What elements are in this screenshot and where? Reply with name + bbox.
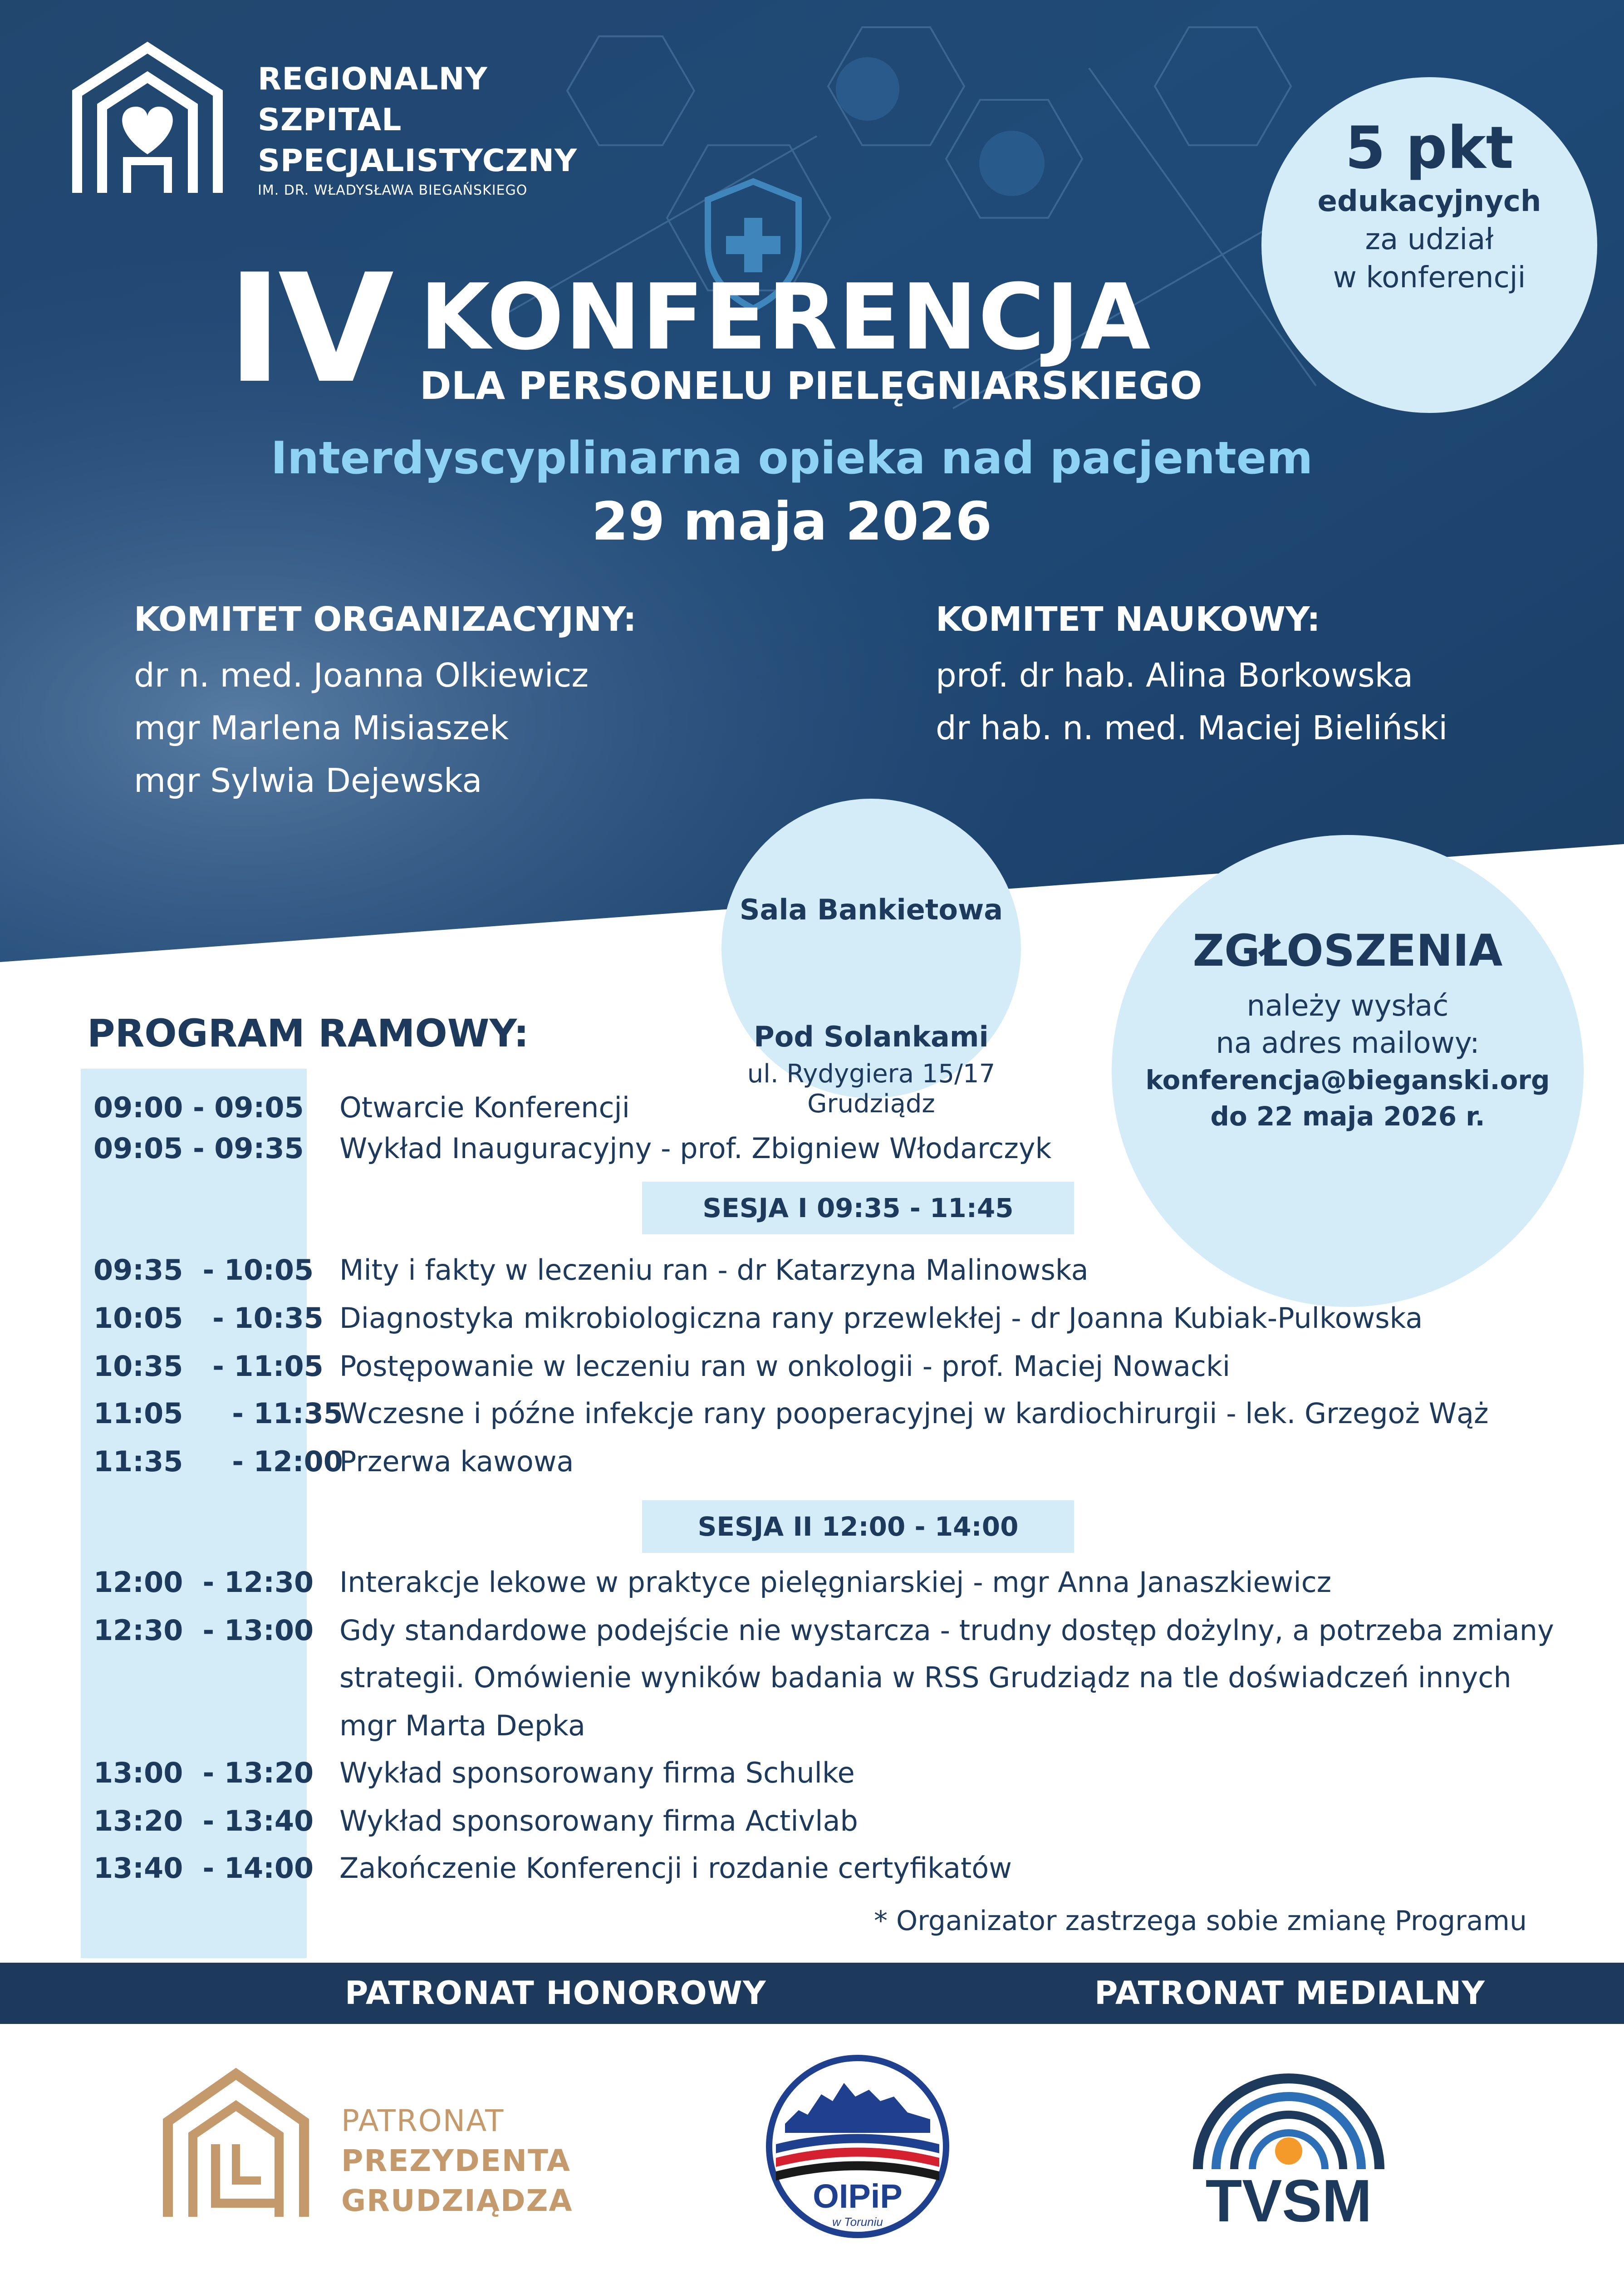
oipip-label: OIPiP: [813, 2177, 903, 2215]
tvsm-label: TVSM: [1205, 2167, 1372, 2233]
president-patronage-icon: [161, 2067, 311, 2221]
tvsm-logo-icon: [1189, 2060, 1388, 2233]
hospital-patron: IM. DR. WŁADYSŁAWA BIEGAŃSKIEGO: [258, 182, 528, 198]
program-note: * Organizator zastrzega sobie zmianę Programu: [873, 1905, 1527, 1937]
committee-member: dr hab. n. med. Maciej Bieliński: [936, 709, 1448, 747]
hospital-logo-icon: [68, 39, 227, 197]
committee-member: dr n. med. Joanna Olkiewicz: [134, 656, 589, 694]
conference-subtitle: DLA PERSONELU PIELĘGNIARSKIEGO: [420, 363, 1202, 408]
oipip-logo-icon: [758, 2051, 957, 2242]
honorary-patronage-label: PATRONAT HONOROWY: [345, 1974, 766, 2012]
points-badge: 5 pkt edukacyjnych za udział w konferencji: [1261, 77, 1597, 413]
conference-date: 29 maja 2026: [591, 491, 992, 552]
venue-badge: Sala Bankietowa Pod Solankami ul. Rydygiera 15/17 Grudziądz: [721, 799, 1021, 1098]
committee-member: mgr Sylwia Dejewska: [134, 761, 482, 800]
president-patronage-text: PATRONAT PREZYDENTA GRUDZIĄDZA: [341, 2103, 573, 2218]
committee-member: mgr Marlena Misiaszek: [134, 709, 509, 747]
registration-badge: ZGŁOSZENIA należy wysłać na adres mailowy: konferencja@bieganski.org do 22 maja 2026 r.: [1112, 835, 1584, 1307]
session-1-label: SESJA I 09:35 - 11:45: [642, 1182, 1074, 1234]
edition-number: IV: [227, 242, 390, 416]
organizing-committee: KOMITET ORGANIZACYJNY: dr n. med. Joanna Olkiewicz mgr Marlena Misiaszek mgr Sylwia Dejewska: [134, 599, 637, 807]
program-heading: PROGRAM RAMOWY:: [87, 1011, 529, 1056]
conference-title: KONFERENCJA: [420, 265, 1152, 370]
registration-deadline: do 22 maja 2026 r.: [1210, 1101, 1485, 1132]
scientific-committee: KOMITET NAUKOWY: prof. dr hab. Alina Borkowska dr hab. n. med. Maciej Bieliński: [936, 599, 1447, 754]
patronage-bar: [0, 1963, 1624, 2024]
oipip-sublabel: w Toruniu: [832, 2215, 883, 2229]
conference-theme: Interdyscyplinarna opieka nad pacjentem: [270, 432, 1313, 484]
registration-email[interactable]: konferencja@bieganski.org: [1145, 1065, 1550, 1095]
media-patronage-label: PATRONAT MEDIALNY: [1094, 1974, 1485, 2012]
session-2-label: SESJA II 12:00 - 14:00: [642, 1500, 1074, 1553]
hospital-name: REGIONALNY SZPITAL SPECJALISTYCZNY: [258, 61, 578, 179]
committee-member: prof. dr hab. Alina Borkowska: [936, 656, 1413, 694]
